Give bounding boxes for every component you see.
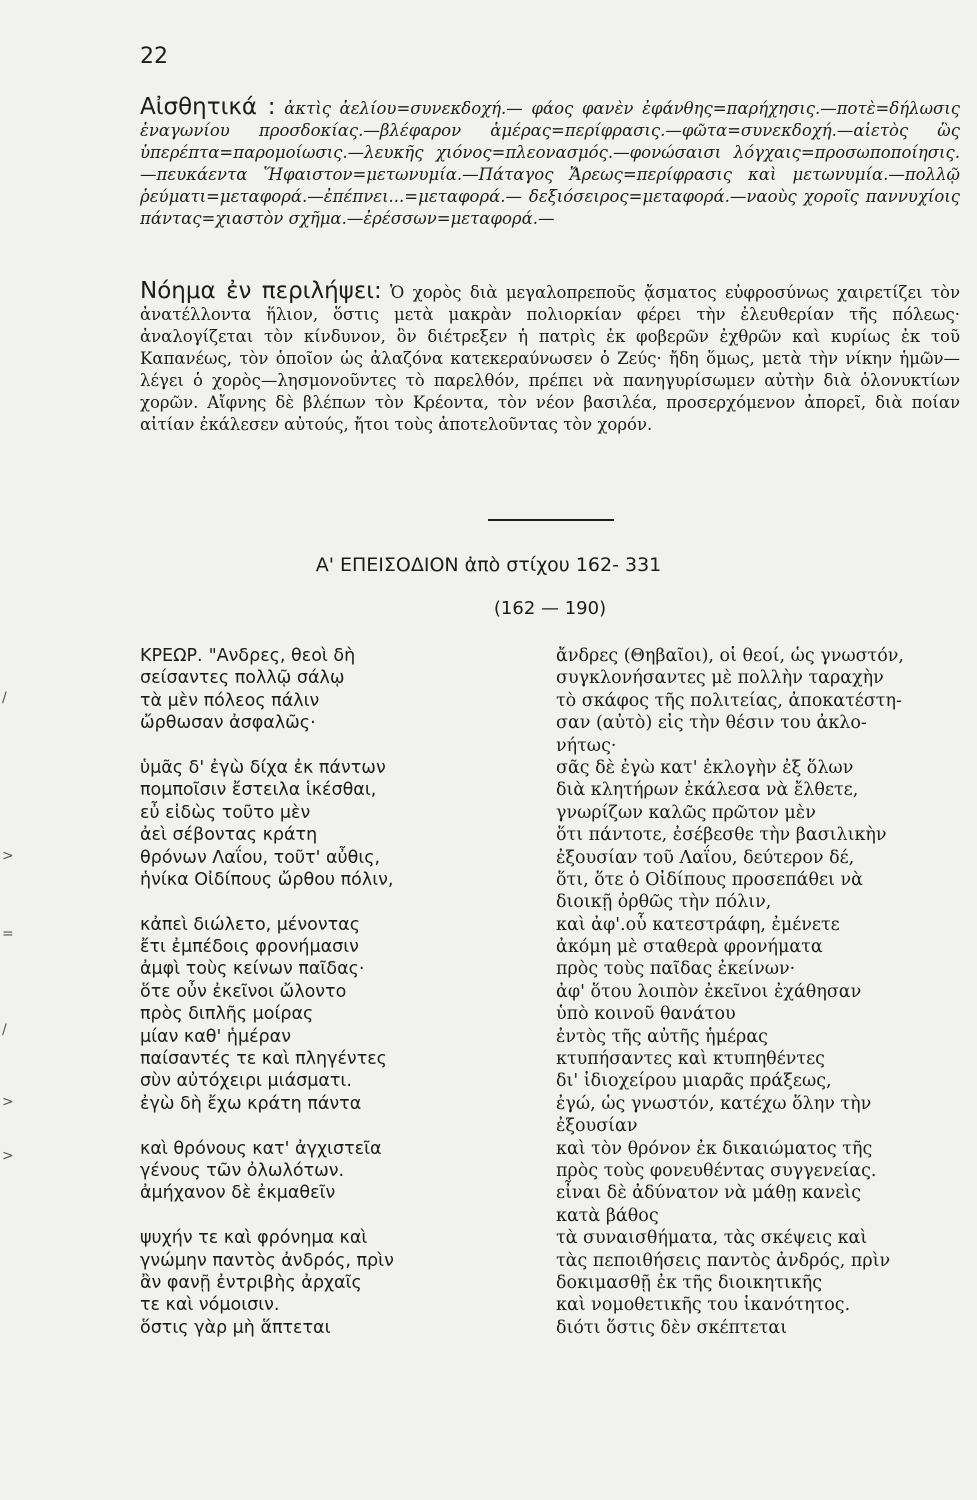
- margin-mark: /: [2, 1022, 7, 1038]
- translation-line: [556, 1115, 964, 1137]
- greek-line: [140, 690, 520, 712]
- translation-line-text: ἀκόμη μὲ σταθερὰ φρονήματα: [556, 937, 823, 958]
- translation-line-text: ὑπὸ κοινοῦ θανάτου: [556, 1004, 736, 1025]
- translation-line-text: ἐντὸς τῆς αὐτῆς ἡμέρας: [556, 1026, 768, 1047]
- greek-line: [140, 1070, 520, 1092]
- greek-line-text: ἀμφὶ τοὺς κείνων παῖδας·: [140, 959, 365, 980]
- margin-mark: >: [2, 848, 14, 864]
- margin-mark: /: [2, 690, 7, 706]
- translation-line-text: νήτως·: [556, 735, 617, 756]
- translation-line: [556, 1205, 964, 1227]
- greek-line: [140, 757, 520, 779]
- greek-line: [140, 1205, 520, 1227]
- episode-title: Α' ΕΠΕΙΣΟΔΙΟΝ ἀπὸ στίχου 162- 331: [315, 554, 662, 576]
- translation-line: [556, 1070, 964, 1092]
- greek-line: [140, 981, 520, 1003]
- greek-line-text: ἀμήχανον δὲ ἐκμαθεῖν: [140, 1183, 336, 1204]
- translation-line-text: ἀφ' ὅτου λοιπὸν ἐκεῖνοι ἐχάθησαν: [556, 981, 862, 1002]
- greek-line-text: σὺν αὐτόχειρι μιάσματι.: [140, 1071, 352, 1092]
- greek-line-text: εὖ εἰδὼς τοῦτο μὲν: [140, 802, 311, 823]
- greek-line-text: "Ανδρες, θεοὶ δὴ: [208, 646, 356, 666]
- greek-line-text: κἀπεὶ διώλετο, μένοντας: [140, 914, 360, 935]
- greek-line: [140, 1160, 520, 1182]
- translation-line-text: ὅτι πάντοτε, ἐσέβεσθε τὴν βασιλικὴν: [556, 825, 887, 846]
- translation-line-text: καὶ τὸν θρόνον ἐκ δικαιώματος τῆς: [556, 1138, 873, 1159]
- translation-line-text: δι' ἰδιοχείρου μιαρᾶς πράξεως,: [556, 1071, 832, 1092]
- translation-line-text: τὸ σκάφος τῆς πολιτείας, ἀποκατέστη-: [556, 690, 902, 711]
- greek-line-text: μίαν καθ' ἡμέραν: [140, 1026, 291, 1047]
- speaker-label: ΚΡΕΩΡ.: [140, 646, 203, 666]
- translation-line: [556, 1026, 964, 1048]
- aisthetika-paragraph: [140, 96, 960, 230]
- translation-line: [556, 712, 964, 734]
- translation-line: [556, 1138, 964, 1160]
- greek-line-text: ὤρθωσαν ἀσφαλῶς·: [140, 713, 316, 734]
- translation-line: [556, 869, 964, 891]
- greek-line: [140, 914, 520, 936]
- greek-line: [140, 1317, 520, 1339]
- lines-range: (162 — 190): [493, 598, 607, 619]
- greek-line: [140, 1294, 520, 1316]
- translation-line: [556, 667, 964, 689]
- greek-line-text: γένους τῶν ὀλωλότων.: [140, 1160, 345, 1181]
- translation-column: [556, 645, 964, 1339]
- translation-line-text: σᾶς δὲ ἐγὼ κατ' ἐκλογὴν ἐξ ὅλων: [556, 757, 854, 778]
- translation-line-text: σαν (αὐτὸ) εἰς τὴν θέσιν του ἀκλο-: [556, 713, 867, 734]
- greek-line: [140, 1003, 520, 1025]
- translation-line: [556, 824, 964, 846]
- translation-line-text: πρὸς τοὺς παῖδας ἐκείνων·: [556, 959, 796, 980]
- translation-line: [556, 891, 964, 913]
- greek-line-text: γνώμην παντὸς ἀνδρός, πρὶν: [140, 1250, 394, 1271]
- translation-line-text: εἶναι δὲ ἀδύνατον νὰ μάθῃ κανεὶς: [556, 1183, 862, 1204]
- summary-paragraph: [140, 280, 960, 436]
- translation-line: [556, 981, 964, 1003]
- translation-line: [556, 958, 964, 980]
- translation-line: [556, 1003, 964, 1025]
- translation-line-text: τὰς πεποιθήσεις παντὸς ἀνδρός, πρὶν: [556, 1250, 891, 1271]
- greek-line-text: σείσαντες πολλῷ σάλῳ: [140, 668, 345, 689]
- translation-line: [556, 645, 964, 667]
- greek-line: [140, 1093, 520, 1115]
- translation-line-text: κατὰ βάθος: [556, 1205, 659, 1226]
- greek-text-column: [140, 645, 520, 1339]
- greek-line: [140, 869, 520, 891]
- greek-line: [140, 1227, 520, 1249]
- translation-line: [556, 802, 964, 824]
- translation-line-text: διοικῇ ὀρθῶς τὴν πόλιν,: [556, 892, 772, 913]
- translation-line-text: διότι ὅστις δὲν σκέπτεται: [556, 1317, 788, 1338]
- translation-line-text: ἐξουσίαν τοῦ Λαΐου, δεύτερον δέ,: [556, 847, 855, 868]
- page-number: 22: [140, 44, 168, 69]
- greek-line: [140, 891, 520, 913]
- greek-line-text: ὅστις γὰρ μὴ ἅπτεται: [140, 1317, 331, 1338]
- translation-line: [556, 914, 964, 936]
- margin-mark: =: [2, 926, 14, 942]
- aisthetika-text: ἀκτὶς ἀελίου=συνεκδοχή.— φάος φανὲν ἐφάνθης=παρήχησις.—ποτὲ=δήλωσις ἐναγωνίου προσδοκίας.—βλέφαρον ἁμέρας=περίφρασις.—φῶτα=συνεκδοχή.—αἰετὸς ὣς ὑπερέπτα=παρομοίωσις.—λευκῆς χιόνος=πλεονασμός.—φονώσαισι λόγχαις=προσωποποίησις.—πευκάεντα Ἥφαιστον=μετωνυμία.—Πάταγος Ἄρεως=περίφρασις καὶ μετωνυμία.—πολλῷ ῥεύματι=μεταφορά.—ἐπέπνει...=μεταφορά.— δεξιόσειρος=μεταφορά.—ναοὺς χοροῖς παννυχίοις πάντας=χιαστὸν σχῆμα.—ἐρέσσων=μεταφορά.—: [140, 99, 960, 228]
- translation-line: [556, 1160, 964, 1182]
- greek-line-text: καὶ θρόνους κατ' ἀγχιστεῖα: [140, 1138, 382, 1159]
- greek-line: [140, 802, 520, 824]
- translation-line: [556, 1250, 964, 1272]
- greek-line: [140, 1115, 520, 1137]
- greek-line: [140, 958, 520, 980]
- greek-line: [140, 1138, 520, 1160]
- translation-line: [556, 1294, 964, 1316]
- greek-line-text: ἡνίκα Οἰδίπους ὤρθου πόλιν,: [140, 869, 394, 890]
- translation-line: [556, 1272, 964, 1294]
- margin-mark: >: [2, 1148, 14, 1164]
- greek-line: [140, 1026, 520, 1048]
- summary-label: Νόημα ἐν περιλήψει:: [140, 278, 382, 304]
- translation-line-text: καὶ ἀφ'.οὗ κατεστράφη, ἐμένετε: [556, 914, 840, 935]
- greek-line: [140, 779, 520, 801]
- greek-line-text: ψυχήν τε καὶ φρόνημα καὶ: [140, 1228, 368, 1249]
- greek-line-text: ἔτι ἐμπέδοις φρονήμασιν: [140, 937, 359, 958]
- greek-line: [140, 1272, 520, 1294]
- translation-line-text: καὶ νομοθετικῆς του ἱκανότητος.: [556, 1295, 851, 1316]
- translation-line: [556, 1182, 964, 1204]
- translation-line: [556, 757, 964, 779]
- aisthetika-label: Αἰσθητικά :: [140, 94, 276, 120]
- greek-line: [140, 824, 520, 846]
- greek-line: [140, 645, 520, 667]
- translation-line-text: ἄνδρες (Θηβαῖοι), οἱ θεοί, ὡς γνωστόν,: [556, 646, 904, 666]
- translation-line: [556, 1317, 964, 1339]
- section-divider: [488, 519, 614, 521]
- translation-line: [556, 690, 964, 712]
- translation-line-text: διὰ κλητήρων ἐκάλεσα νὰ ἔλθετε,: [556, 780, 859, 801]
- translation-line: [556, 936, 964, 958]
- greek-line-text: πομποῖσιν ἔστειλα ἱκέσθαι,: [140, 780, 377, 801]
- translation-line-text: πρὸς τοὺς φονευθέντας συγγενείας.: [556, 1160, 877, 1181]
- translation-line-text: συγκλονήσαντες μὲ πολλὴν ταραχὴν: [556, 668, 884, 689]
- translation-line-text: γνωρίζων καλῶς πρῶτον μὲν: [556, 802, 816, 823]
- translation-line: [556, 1227, 964, 1249]
- greek-line: [140, 1182, 520, 1204]
- translation-line: [556, 779, 964, 801]
- translation-line-text: ἐγώ, ὡς γνωστόν, κατέχω ὅλην τὴν: [556, 1093, 872, 1114]
- greek-line-text: παίσαντές τε καὶ πληγέντες: [140, 1049, 387, 1070]
- greek-line: [140, 667, 520, 689]
- translation-line-text: δοκιμασθῇ ἐκ τῆς διοικητικῆς: [556, 1272, 822, 1293]
- greek-line-text: ἀεὶ σέβοντας κράτη: [140, 825, 318, 846]
- greek-line: [140, 847, 520, 869]
- translation-line-text: ἐξουσίαν: [556, 1116, 638, 1137]
- translation-line-text: τὰ συναισθήματα, τὰς σκέψεις καὶ: [556, 1228, 868, 1249]
- greek-line-text: τε καὶ νόμοισιν.: [140, 1295, 280, 1316]
- greek-line: [140, 1048, 520, 1070]
- greek-line-text: τὰ μὲν πόλεος πάλιν: [140, 690, 320, 711]
- greek-line-text: ἂν φανῇ ἐντριβὴς ἀρχαῖς: [140, 1272, 362, 1293]
- translation-line: [556, 1048, 964, 1070]
- greek-line-text: πρὸς διπλῆς μοίρας: [140, 1004, 314, 1025]
- translation-line: [556, 847, 964, 869]
- greek-line: [140, 735, 520, 757]
- greek-line: [140, 936, 520, 958]
- translation-line: [556, 1093, 964, 1115]
- summary-text: Ὁ χορὸς διὰ μεγαλοπρεποῦς ᾄσματος εὐφροσύνως χαιρετίζει τὸν ἀνατέλλοντα ἥλιον, ὅστις μετὰ μακρὰν πολιορκίαν φέρει τὴν ἐλευθερίαν τῆς πόλεως· ἀναλογίζεται τὸν κίνδυνον, ὃν διέτρεξεν ἡ πατρὶς ἐκ φοβερῶν ἐχθρῶν καὶ κυρίως ἐκ τοῦ Καπανέως, τὸν ὁποῖον ὡς ἀλαζόνα κατεκεραύνωσεν ὁ Ζεύς· ἤδη ὅμως, μετὰ τὴν νίκην ἡμῶν—λέγει ὁ χορὸς—λησμονοῦντες τὸ παρελθόν, πρέπει νὰ πανηγυρίσωμεν αὐτὴν διὰ ὁλονυκτίων χορῶν. Αἴφνης δὲ βλέπων τὸν Κρέοντα, τὸν νέον βασιλέα, προσερχόμενον ἀπορεῖ, διὰ ποίαν αἰτίαν ἐκάλεσεν αὐτούς, ἤτοι τοὺς ἀποτελοῦντας τὸν χορόν.: [140, 283, 960, 434]
- greek-line-text: ὑμᾶς δ' ἐγὼ δίχα ἐκ πάντων: [140, 757, 386, 778]
- greek-line: [140, 712, 520, 734]
- greek-line-text: θρόνων Λαΐου, τοῦτ' αὖθις,: [140, 847, 381, 868]
- greek-line: [140, 1250, 520, 1272]
- translation-line: [556, 735, 964, 757]
- greek-line-text: ἐγὼ δὴ ἔχω κράτη πάντα: [140, 1093, 362, 1114]
- translation-line-text: κτυπήσαντες καὶ κτυπηθέντες: [556, 1049, 825, 1070]
- translation-line-text: ὅτι, ὅτε ὁ Οἰδίπους προσεπάθει νὰ: [556, 869, 863, 890]
- greek-line-text: ὅτε οὖν ἐκεῖνοι ὤλοντο: [140, 981, 347, 1002]
- margin-mark: >: [2, 1094, 14, 1110]
